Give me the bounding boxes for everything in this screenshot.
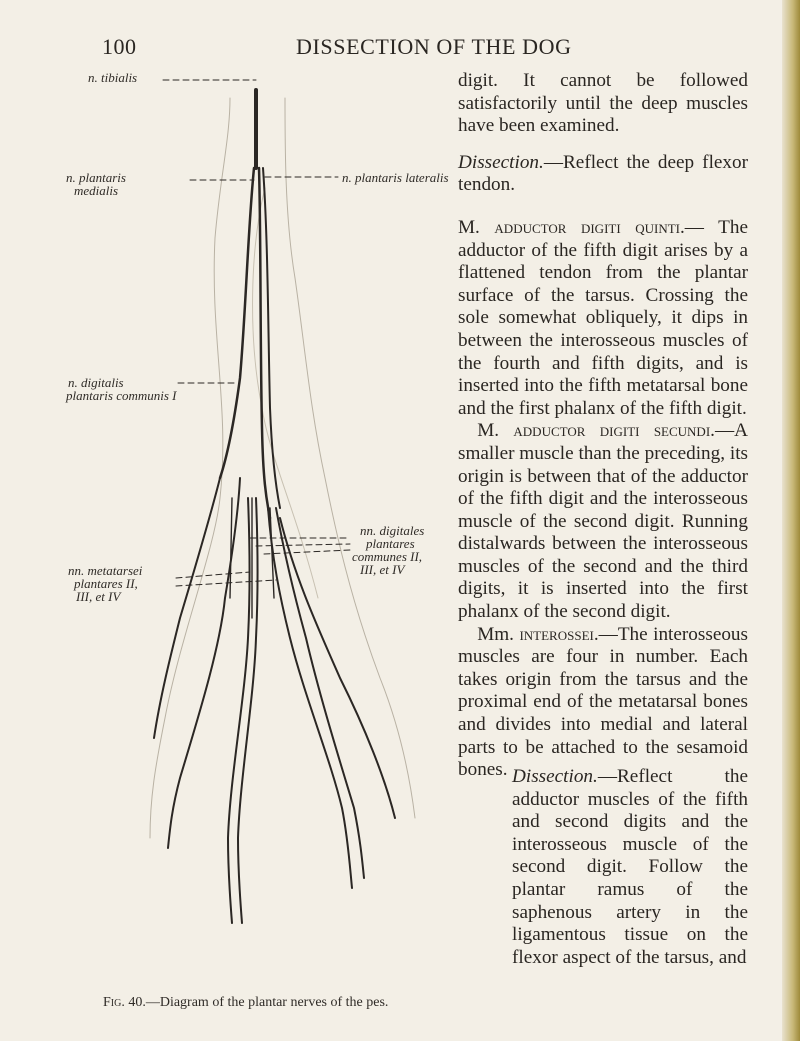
dissection-text: —Reflect the deep flexor tendon. — [458, 151, 748, 196]
text-column-narrow — [512, 766, 748, 969]
paragraph: digit. It cannot be followed satisfactorily until the deep muscles have been examined. — [458, 70, 748, 137]
plantaris-medialis-nerve — [220, 168, 254, 478]
page-edge — [782, 0, 800, 1041]
text-column — [458, 70, 748, 782]
label-digitales-3: communes II, — [352, 549, 423, 564]
page-number: 100 — [102, 34, 137, 59]
muscle-heading: interossei. — [519, 623, 599, 645]
muscle-paragraph — [458, 217, 748, 420]
plantaris-lateralis-nerve-2 — [263, 168, 280, 508]
label-plantaris-medialis-1: n. plantaris — [66, 170, 126, 185]
figure-caption — [103, 995, 388, 1011]
page-header — [0, 34, 800, 64]
label-plantaris-lateralis: n. plantaris lateralis — [342, 170, 449, 185]
muscle-text: —The interosseous muscles are four in number. Each takes origin from the tarsus and the proximal end of the metatarsal bones and divides into medial and lateral parts to be attached to the sesamoid bones. — [458, 623, 748, 781]
label-digitales-4: III, et IV — [360, 562, 405, 577]
figure-plantar-nerves — [66, 70, 449, 978]
digitalis-communis-I — [154, 478, 220, 738]
label-metatarsei-1: nn. metatarsei — [68, 563, 143, 578]
muscle-m: Mm. — [477, 623, 514, 645]
dissection-paragraph — [458, 152, 748, 197]
label-tibialis: n. tibialis — [88, 70, 138, 85]
label-plantaris-medialis-2: medialis — [74, 183, 119, 198]
muscle-heading: adductor digiti quinti. — [494, 216, 685, 238]
label-digitales-2: plantares — [366, 536, 415, 551]
dissection-label: Dissection. — [512, 766, 598, 787]
muscle-paragraph — [458, 624, 748, 782]
label-digitalis-1: n. digitalis — [68, 375, 124, 390]
label-digitalis-2: plantaris communis I — [66, 388, 177, 403]
label-digitales-1: nn. digitales — [360, 523, 425, 538]
running-head: DISSECTION OF THE DOG — [296, 34, 572, 59]
figure-caption-text: —Diagram of the plantar nerves of the pes. — [145, 995, 389, 1010]
muscle-paragraph — [458, 420, 748, 623]
muscle-text: — The adductor of the fifth digit arises by a flattened tendon from the plantar surface of the tarsus. Crossing the sole somewhat obliquely, it dips in between the interosseous muscles of the fourth and fifth digits, and is inserted into the fifth metatarsal bone and the first phalanx of the fifth digit. — [458, 216, 749, 419]
muscle-heading: adductor digiti secundi. — [513, 420, 715, 442]
digitalis-communis-IV-b — [276, 508, 364, 878]
dissection-label: Dissection. — [458, 151, 544, 173]
limb-outline — [150, 98, 230, 838]
muscle-m: M. — [458, 216, 480, 238]
digitalis-communis-IV — [268, 508, 352, 888]
dissection-paragraph — [512, 766, 748, 969]
label-metatarsei-3: III, et IV — [76, 589, 121, 604]
muscle-m: M. — [477, 420, 500, 442]
figure-number: Fig. 40. — [103, 995, 146, 1010]
dissection-text: —Reflect the adductor muscles of the fifth and second digits and the interosseous muscle of the second digit. Follow the plantar ramus of the saphenous artery in the ligamentous tissue on the flexor aspect of the tarsus, and — [512, 766, 748, 968]
limb-outline-right — [285, 98, 415, 818]
label-metatarsei-2: plantares II, — [74, 576, 138, 591]
muscle-text: —A smaller muscle than the preceding, its origin is between that of the adductor of the fifth digit and the interosseous muscle of the second digit. Running distalwards between the interosseous muscles of the second and the third digits, it is inserted into the first phalanx of the second digit. — [458, 420, 748, 623]
